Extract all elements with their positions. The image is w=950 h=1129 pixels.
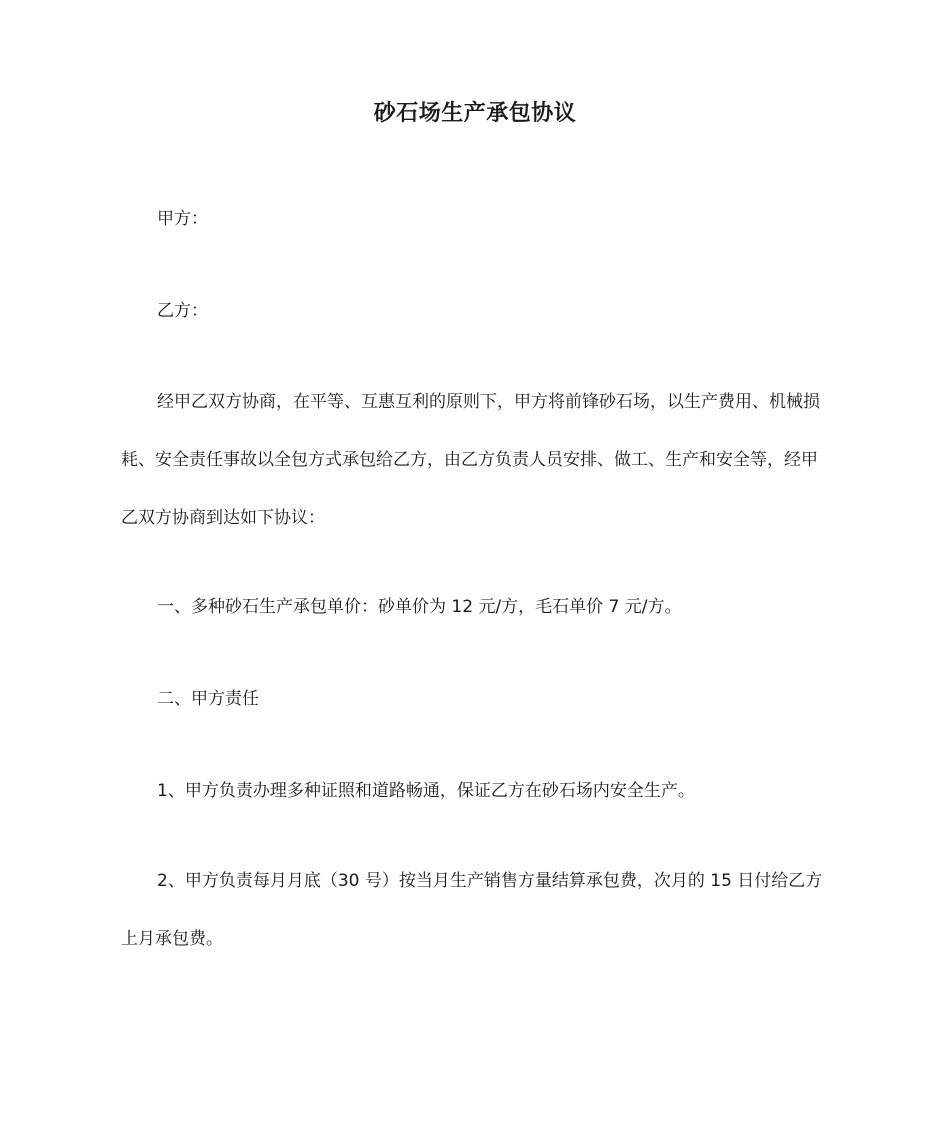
party-b-line: 乙方： bbox=[157, 301, 208, 321]
party-a-line: 甲方： bbox=[157, 209, 208, 229]
clause-unit-price: 一、多种砂石生产承包单价：砂单价为 12 元/方，毛石单价 7 元/方。 bbox=[157, 597, 682, 617]
duty-item-1: 1、甲方负责办理多种证照和道路畅通，保证乙方在砂石场内安全生产。 bbox=[157, 781, 695, 801]
duty-item-2: 2、甲方负责每月月底（30 号）按当月生产销售方量结算承包费，次月的 15 日付给乙方上月承包费。 bbox=[121, 871, 823, 949]
document-title: 砂石场生产承包协议 bbox=[373, 101, 577, 126]
intro-paragraph: 经甲乙双方协商，在平等、互惠互利的原则下，甲方将前锋砂石场，以生产费用、机械损耗、安全责任事故以全包方式承包给乙方，由乙方负责人员安排、做工、生产和安全等，经甲乙双方协商到达如下协议： bbox=[121, 392, 820, 528]
clause-party-a-duties: 二、甲方责任 bbox=[157, 689, 259, 709]
